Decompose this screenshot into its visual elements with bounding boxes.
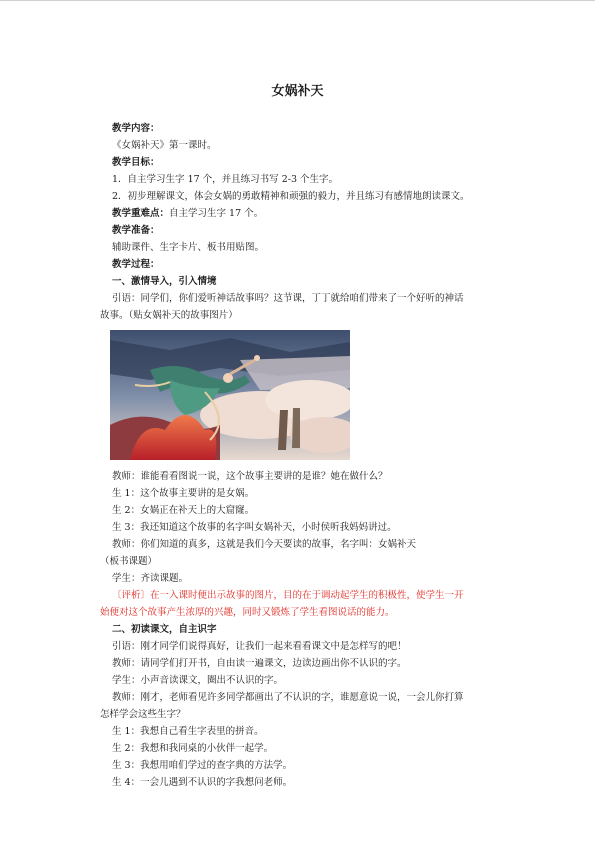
section-heading-content: 教学内容： <box>112 123 160 134</box>
document-body <box>100 120 512 791</box>
content-text: 《女娲补天》第一课时。 <box>112 140 217 151</box>
board-note: （板书课题） <box>100 556 158 567</box>
dialogue-student-5: 生 2：我想和我同桌的小伙伴一起学。 <box>112 743 274 754</box>
part-2-heading: 二、初读课文，自主识字 <box>112 624 217 635</box>
goal-item-1: 1．自主学习生字 17 个，并且练习书写 2-3 个生字。 <box>112 174 339 185</box>
dialogue-student-1: 生 1：这个故事主要讲的是女娲。 <box>112 488 255 499</box>
dialogue-teacher-2: 教师：你们知道的真多，这就是我们今天要读的故事，名字叫：女娲补天 <box>112 539 417 550</box>
part-1-heading: 一、激情导入，引入情境 <box>112 276 217 287</box>
section-heading-prep: 教学准备： <box>112 225 160 236</box>
dialogue-student-2: 生 2：女娲正在补天上的大窟窿。 <box>112 505 255 516</box>
goal-item-2: 2．初步理解课文，体会女娲的勇敢精神和顽强的毅力，并且练习有感情地朗读课文。 <box>112 191 470 202</box>
intro-paragraph-line-2: 故事。（贴女娲补天的故事图片） <box>100 310 238 321</box>
section-heading-process: 教学过程： <box>112 259 160 270</box>
dialogue-student-7: 生 4：一会儿遇到不认识的字我想问老师。 <box>112 777 293 788</box>
dialogue-teacher-4-line-1: 教师：刚才，老师看见许多同学都画出了不认识的字，谁愿意说一说，一会儿你打算 <box>112 692 464 703</box>
dialogue-student-6: 生 3：我想用咱们学过的查字典的方法学。 <box>112 760 293 771</box>
dialogue-intro-2: 引语：刚才同学们说得真好，让我们一起来看看课文中是怎样写的吧！ <box>112 641 407 652</box>
nuwa-illustration <box>110 330 350 460</box>
key-points-text: 自主学习生字 17 个。 <box>169 208 264 219</box>
comment-line-1: 〔评析〕在一入课时便出示故事的图片，目的在于调动起学生的积极性，使学生一开 <box>112 590 464 601</box>
dialogue-teacher-4-line-2: 怎样学会这些生字？ <box>100 709 186 720</box>
prep-text: 辅助课件、生字卡片、板书用贴图。 <box>112 242 265 253</box>
dialogue-students-read: 学生：齐读课题。 <box>112 573 189 584</box>
comment-line-2: 始便对这个故事产生浓厚的兴趣，同时又锻炼了学生看图说话的能力。 <box>100 607 395 618</box>
dialogue-student-4: 生 1：我想自己看生字表里的拼音。 <box>112 726 264 737</box>
document-title: 女娲补天 <box>271 84 324 99</box>
section-heading-goals: 教学目标： <box>112 157 160 168</box>
dialogue-student-3: 生 3：我还知道这个故事的名字叫女娲补天，小时侯听我妈妈讲过。 <box>112 522 397 533</box>
section-heading-key: 教学重难点： <box>112 208 170 219</box>
dialogue-teacher-1: 教师：谁能看看图说一说，这个故事主要讲的是谁？她在做什么？ <box>112 471 388 482</box>
intro-paragraph-line-1: 引语：同学们，你们爱听神话故事吗？这节课，丁丁就给咱们带来了一个好听的神话 <box>112 293 464 304</box>
key-points-line <box>112 205 512 222</box>
dialogue-students-2: 学生：小声音读课文，圈出不认识的字。 <box>112 675 284 686</box>
dialogue-teacher-3: 教师：请同学们打开书，自由读一遍课文，边读边画出你不认识的字。 <box>112 658 407 669</box>
